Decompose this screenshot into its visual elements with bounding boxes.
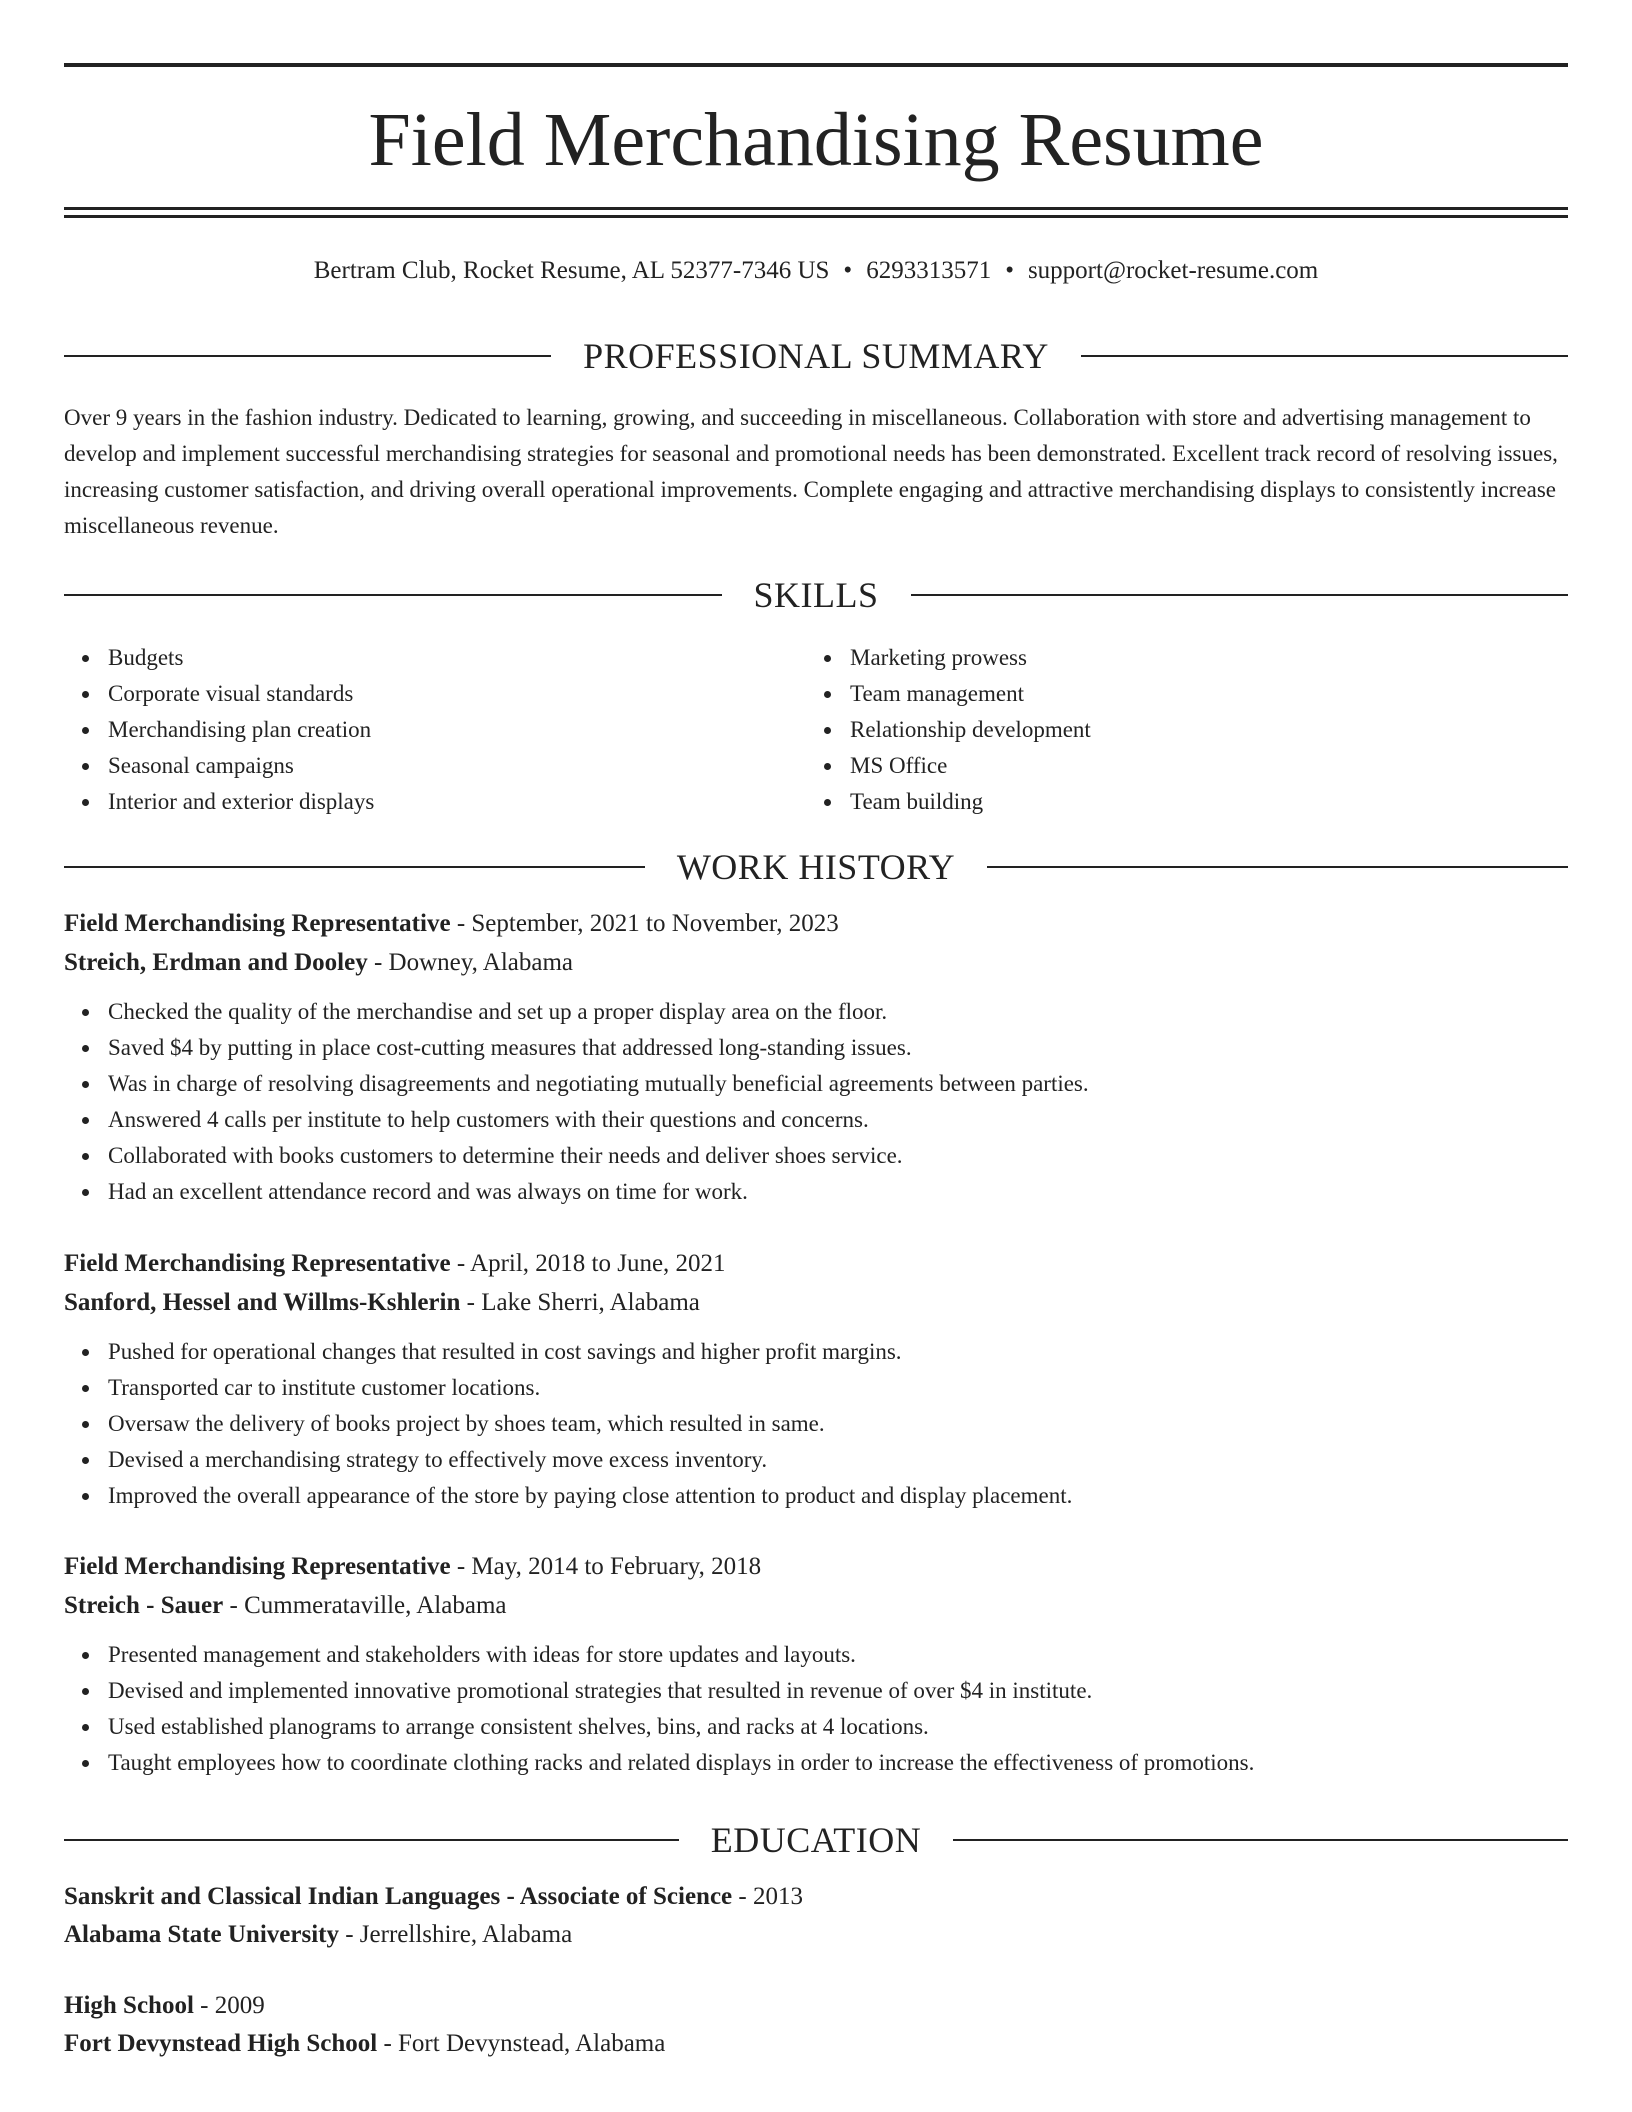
- contact-separator: •: [843, 257, 853, 284]
- job-bullet: Was in charge of resolving disagreements and negotiating mutually beneficial agreements between parties.: [64, 1066, 1568, 1102]
- education-location: - Fort Devynstead, Alabama: [377, 2030, 666, 2057]
- job-company-line: [64, 1586, 1568, 1625]
- skill-item: Team management: [806, 676, 1506, 712]
- job-title-line: [64, 1244, 1568, 1283]
- title-rule-lower: [64, 215, 1568, 218]
- skills-list: [64, 640, 764, 820]
- section-title: SKILLS: [753, 575, 879, 615]
- contact-email: support@rocket-resume.com: [1027, 257, 1319, 284]
- job-bullets: [64, 1334, 1568, 1514]
- education-degree: High School: [64, 1992, 194, 2019]
- job-bullet: Devised a merchandising strategy to effectively move excess inventory.: [64, 1442, 1568, 1478]
- section-heading-summary: [64, 334, 1568, 378]
- skills-list: [806, 640, 1506, 820]
- job-title-line: [64, 904, 1568, 943]
- skill-item: Relationship development: [806, 712, 1506, 748]
- job-entry: [64, 1547, 1568, 1781]
- contact-address: Bertram Club, Rocket Resume, AL 52377-7346 US: [313, 257, 830, 284]
- education-school: Alabama State University: [64, 1921, 339, 1948]
- education-degree: Sanskrit and Classical Indian Languages - Associate of Science: [64, 1883, 733, 1910]
- job-title: Field Merchandising Representative: [64, 910, 451, 937]
- job-company-line: [64, 943, 1568, 982]
- job-dates: - May, 2014 to February, 2018: [450, 1553, 762, 1580]
- job-location: - Cummerataville, Alabama: [223, 1592, 507, 1619]
- skill-item: Merchandising plan creation: [64, 712, 764, 748]
- job-title-line: [64, 1547, 1568, 1586]
- job-dates: - September, 2021 to November, 2023: [450, 910, 839, 937]
- heading-rule: [64, 594, 722, 596]
- education-school: Fort Devynstead High School: [64, 2030, 378, 2057]
- job-bullet: Checked the quality of the merchandise and set up a proper display area on the floor.: [64, 994, 1568, 1030]
- job-bullet: Used established planograms to arrange consistent shelves, bins, and racks at 4 locations.: [64, 1709, 1568, 1745]
- job-bullets: [64, 1637, 1568, 1781]
- education-location: - Jerrellshire, Alabama: [338, 1921, 573, 1948]
- job-bullet: Devised and implemented innovative promotional strategies that resulted in revenue of over $4 in institute.: [64, 1673, 1568, 1709]
- section-heading-work-history: [64, 845, 1568, 889]
- job-bullet: Pushed for operational changes that resulted in cost savings and higher profit margins.: [64, 1334, 1568, 1370]
- top-rule: [64, 63, 1568, 67]
- job-bullet: Collaborated with books customers to determine their needs and deliver shoes service.: [64, 1138, 1568, 1174]
- job-dates: - April, 2018 to June, 2021: [450, 1250, 726, 1277]
- education-degree-line: [64, 1878, 1568, 1916]
- section-title: PROFESSIONAL SUMMARY: [583, 336, 1049, 376]
- education-year: - 2013: [732, 1883, 803, 1910]
- skill-item: Budgets: [64, 640, 764, 676]
- contact-separator: •: [1005, 257, 1014, 284]
- heading-rule: [64, 355, 551, 357]
- section-heading-education: [64, 1818, 1568, 1862]
- education-entry: [64, 1878, 1568, 1954]
- job-company: Streich - Sauer: [64, 1592, 224, 1619]
- job-bullet: Presented management and stakeholders with ideas for store updates and layouts.: [64, 1637, 1568, 1673]
- skill-item: Interior and exterior displays: [64, 784, 764, 820]
- skills-column-left: [64, 640, 764, 820]
- job-bullet: Transported car to institute customer locations.: [64, 1370, 1568, 1406]
- skills-column-right: [806, 640, 1506, 820]
- skill-item: Seasonal campaigns: [64, 748, 764, 784]
- resume-title: Field Merchandising Resume: [368, 98, 1264, 182]
- job-bullet: Saved $4 by putting in place cost-cutting measures that addressed long-standing issues.: [64, 1030, 1568, 1066]
- heading-rule: [953, 1839, 1568, 1841]
- heading-rule: [1081, 355, 1568, 357]
- job-bullet: Had an excellent attendance record and was always on time for work.: [64, 1174, 1568, 1210]
- section-heading-skills: [64, 573, 1568, 617]
- contact-phone: 6293313571: [866, 257, 992, 284]
- contact-line: [64, 253, 1568, 289]
- job-company: Streich, Erdman and Dooley: [64, 949, 368, 976]
- education-entry: [64, 1987, 1568, 2063]
- job-entry: [64, 1244, 1568, 1514]
- job-location: - Lake Sherri, Alabama: [460, 1289, 700, 1316]
- job-bullet: Taught employees how to coordinate clothing racks and related displays in order to increase the effectiveness of promotions.: [64, 1745, 1568, 1781]
- skill-item: MS Office: [806, 748, 1506, 784]
- education-degree-line: [64, 1987, 1568, 2025]
- section-title: EDUCATION: [710, 1820, 922, 1860]
- education-school-line: [64, 1916, 1568, 1954]
- job-bullet: Improved the overall appearance of the store by paying close attention to product and display placement.: [64, 1478, 1568, 1514]
- job-title: Field Merchandising Representative: [64, 1553, 451, 1580]
- heading-rule: [64, 1839, 679, 1841]
- job-location: - Downey, Alabama: [367, 949, 573, 976]
- job-bullets: [64, 994, 1568, 1210]
- education-school-line: [64, 2025, 1568, 2063]
- title-rule-upper: [64, 207, 1568, 210]
- job-bullet: Answered 4 calls per institute to help customers with their questions and concerns.: [64, 1102, 1568, 1138]
- job-company-line: [64, 1283, 1568, 1322]
- skill-item: Corporate visual standards: [64, 676, 764, 712]
- job-company: Sanford, Hessel and Willms-Kshlerin: [64, 1289, 461, 1316]
- job-bullet: Oversaw the delivery of books project by shoes team, which resulted in same.: [64, 1406, 1568, 1442]
- job-entry: [64, 904, 1568, 1210]
- education-year: - 2009: [193, 1992, 265, 2019]
- summary-text: Over 9 years in the fashion industry. Dedicated to learning, growing, and succeeding in miscellaneous. Collaboration with store and advertising management to develop and implement successful merchandising strategies for seasonal and promotional needs has been demonstrated. Excellent track record of resolving issues, increasing customer satisfaction, and driving overall operational improvements. Complete engaging and attractive merchandising displays to consistently increase miscellaneous revenue.: [64, 405, 1558, 538]
- heading-rule: [64, 866, 645, 868]
- section-title: WORK HISTORY: [676, 847, 956, 887]
- skill-item: Marketing prowess: [806, 640, 1506, 676]
- skill-item: Team building: [806, 784, 1506, 820]
- job-title: Field Merchandising Representative: [64, 1250, 451, 1277]
- heading-rule: [911, 594, 1569, 596]
- heading-rule: [987, 866, 1568, 868]
